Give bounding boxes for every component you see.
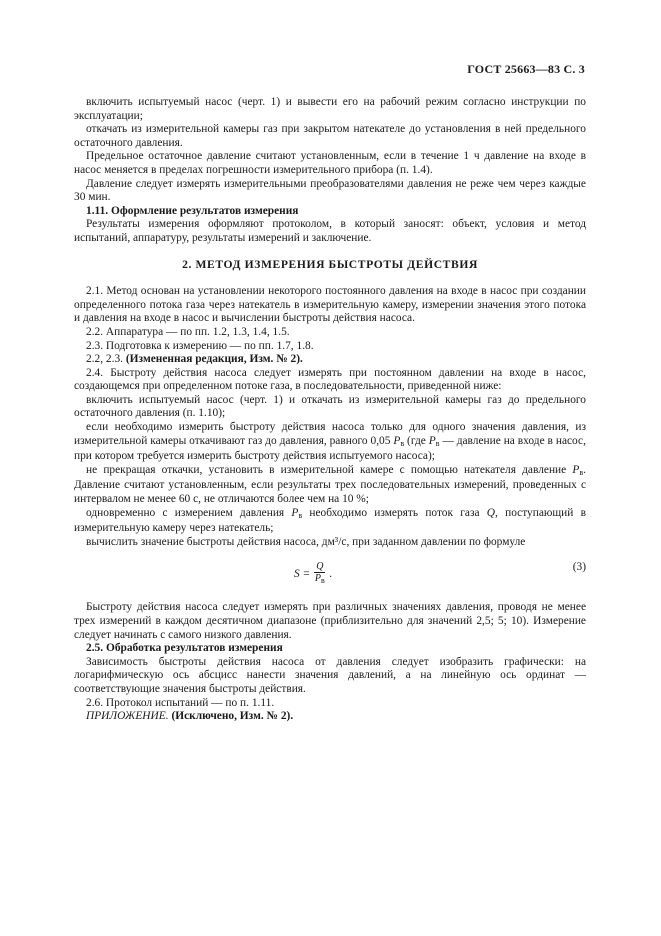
formula-expression <box>294 561 332 587</box>
intro-paragraph-3: Предельное остаточное давление считают установленным, если в течение 1 ч давление на входе в насос меняется в пределах погрешности измерительного прибора (п. 1.4). <box>74 150 586 176</box>
appendix-note <box>74 710 586 724</box>
step-1: включить испытуемый насос (черт. 1) и откачать из измерительной камеры газ до предельного остаточного давления (п. 1.10); <box>74 393 586 420</box>
step-3 <box>74 464 586 507</box>
note-2-2-2-3-text: (Измененная редакция, Изм. № 2). <box>125 353 303 366</box>
formula-number: (3) <box>572 561 586 574</box>
paragraph-2-4: 2.4. Быстроту действия насоса следует измерять при постоянном давлении на входе в насос, создающемся при определенном потоке газа, в последовательности, приведенной ниже: <box>74 366 586 393</box>
paragraph-2-3: 2.3. Подготовка к измерению — по пп. 1.7, 1.8. <box>86 339 314 352</box>
formula-denominator-symbol: P <box>314 573 322 585</box>
clause-1-11-text: Результаты измерения оформляют протоколом, в который заносят: объект, условия и метод испытаний, аппаратуру, результаты измерений и заключение. <box>74 218 586 244</box>
note-2-2-2-3-lead: 2.2, 2.3. <box>86 353 124 366</box>
paragraph-2-6: 2.6. Протокол испытаний — по п. 1.11. <box>86 696 275 709</box>
clause-1-11-title: Оформление результатов измерения <box>111 204 299 217</box>
symbol-p-sub: в <box>579 467 584 477</box>
clause-2-5-title: Обработка результатов измерения <box>105 642 283 655</box>
clause-1-11-number: 1.11. <box>86 204 109 217</box>
intro-paragraph-2: откачать из измерительной камеры газ при закрытом натекателе до установления в ней предельного остаточного давления. <box>74 123 586 149</box>
intro-paragraph-4: Давление следует измерять измерительными преобразователями давления не реже чем через каждые 30 мин. <box>74 177 586 204</box>
step-3-text-b: . Давление считают установленным, если результаты трех последовательных измерений, проведенных с интервалом не менее 60 с, не отличаются более чем на 10 %; <box>74 463 586 506</box>
after-formula-paragraph: Быстроту действия насоса следует измерять при различных значениях давления, проводя не менее трех измерений в каждом десятичном диапазоне (приблизительно для значений 2,5; 5; 10). Измерение следует начинать с самого низкого давления. <box>74 601 586 641</box>
formula-numerator: Q <box>316 561 324 573</box>
paragraph-2-2: 2.2. Аппаратура — по пп. 1.2, 1.3, 1.4, 1.5. <box>86 325 290 338</box>
symbol-p: P <box>393 434 401 447</box>
step-3-text-a: не прекращая откачки, установить в измерительной камере с помощью натекателя давление <box>86 463 567 476</box>
step-2-text-c: — давление на входе в насос, при котором требуется измерить быстроту действия испытуемого насоса); <box>74 434 586 463</box>
step-4-text-a: одновременно с измерением давления <box>86 506 285 519</box>
clause-2-5-text: Зависимость быстроты действия насоса от давления следует изобразить графически: на логарифмическую ось абсцисс нанести значения давлений, а на линейную ось ординат — соответствующие значения быстроты действия. <box>74 655 586 695</box>
formula-lhs: S = <box>294 567 311 580</box>
paragraph-2-1: 2.1. Метод основан на установлении некоторого постоянного давления на входе в насос при создании определенного потока газа через натекатель в измерительную камеру, измерении значения этого потока и давления на входе в насос и вычислении быстроты действия насоса. <box>74 285 586 325</box>
step-2-text-a: если необходимо измерить быстроту действия насоса только для одного значения давления, из измерительной камеры откачивают газ до давления, равного 0,05 <box>74 421 586 447</box>
symbol-p-sub: в <box>400 438 405 448</box>
step-4 <box>74 507 586 536</box>
section-2-title: 2. МЕТОД ИЗМЕРЕНИЯ БЫСТРОТЫ ДЕЙСТВИЯ <box>182 257 478 271</box>
step-2-text-b: (где <box>407 434 426 447</box>
intro-paragraph-1: включить испытуемый насос (черт. 1) и вывести его на рабочий режим согласно инструкции по эксплуатации; <box>74 96 586 122</box>
clause-1-11-heading <box>74 205 586 219</box>
step-4-text-c: , поступающий в измерительную камеру через натекатель; <box>74 506 586 535</box>
page-header: ГОСТ 25663—83 С. 3 <box>467 62 585 76</box>
symbol-q: Q <box>486 506 496 519</box>
symbol-p: P <box>291 506 299 519</box>
formula-fraction <box>314 561 325 587</box>
formula-denominator <box>315 573 325 587</box>
paragraph-2-2-2-3-note <box>74 353 586 367</box>
symbol-p-sub: в <box>435 438 440 448</box>
clause-2-5-number: 2.5. <box>86 642 104 655</box>
document-body <box>74 96 586 724</box>
appendix-label: ПРИЛОЖЕНИЕ. <box>86 710 169 723</box>
symbol-p: P <box>428 434 436 447</box>
formula-3 <box>74 555 586 595</box>
step-5: вычислить значение быстроты действия насоса, дм³/с, при заданном давлении по формуле <box>86 535 526 548</box>
formula-tail: . <box>329 567 333 580</box>
step-2 <box>74 421 586 464</box>
symbol-p: P <box>572 463 580 476</box>
step-4-text-b: необходимо измерять поток газа <box>309 506 480 519</box>
clause-2-5-heading <box>74 642 586 656</box>
formula-denominator-sub: в <box>321 576 325 586</box>
appendix-excluded-note: (Исключено, Изм. № 2). <box>171 710 294 723</box>
symbol-p-sub: в <box>298 510 303 520</box>
